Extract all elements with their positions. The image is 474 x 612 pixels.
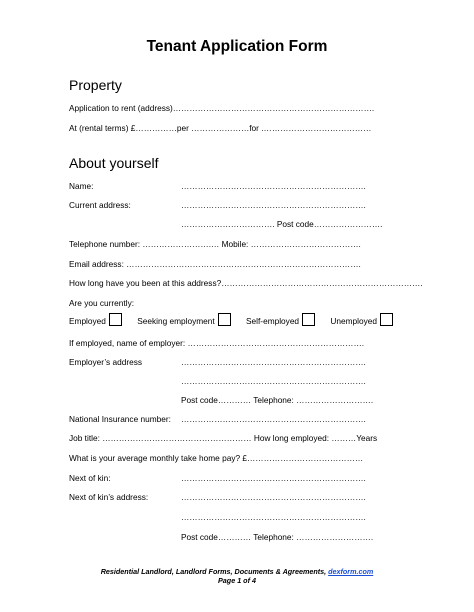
job-title-field[interactable]: Job title: ……………………………………………… How long employed: ………Years xyxy=(69,433,378,443)
option-unemployed[interactable] xyxy=(330,313,393,326)
kin-postcode-telephone-field[interactable]: Post code………… Telephone: ………………………. xyxy=(181,532,374,542)
how-long-at-address-field[interactable]: How long have you been at this address?………………………………………………………………. xyxy=(69,278,423,288)
footer-link[interactable]: dexform.com xyxy=(328,567,374,576)
section-heading-about: About yourself xyxy=(69,155,159,171)
checkbox-employed[interactable] xyxy=(109,313,122,326)
kin-address-field-2[interactable]: …………………………………………………………. xyxy=(181,512,366,522)
take-home-pay-field[interactable]: What is your average monthly take home pay? £…………………………………… xyxy=(69,453,364,463)
checkbox-seeking-employment[interactable] xyxy=(218,313,231,326)
rental-terms-field[interactable]: At (rental terms) £……………per …………………for .………………………………… xyxy=(69,123,372,133)
footer-text: Residential Landlord, Landlord Forms, Documents & Agreements, xyxy=(100,567,329,576)
next-of-kin-label: Next of kin: xyxy=(69,473,111,483)
page-number: Page 1 of 4 xyxy=(218,576,256,585)
kin-address-label: Next of kin’s address: xyxy=(69,492,149,502)
rent-address-field[interactable]: Application to rent (address)………………………………………………………………. xyxy=(69,103,375,113)
option-seeking-employment[interactable] xyxy=(137,313,230,326)
employer-name-field[interactable]: If employed, name of employer: ………………………………………………………. xyxy=(69,338,365,348)
employer-postcode-telephone-field[interactable]: Post code………… Telephone: ………………………. xyxy=(181,395,374,405)
current-postcode-field[interactable]: ……………………………. Post code……………………. xyxy=(181,219,383,229)
section-heading-property: Property xyxy=(69,77,122,93)
option-label: Employed xyxy=(69,316,106,326)
employer-address-label: Employer’s address xyxy=(69,357,143,367)
employer-address-field-2[interactable]: …………………………………………………………. xyxy=(181,376,366,386)
option-label: Unemployed xyxy=(330,316,377,326)
page-title: Tenant Application Form xyxy=(146,38,328,55)
next-of-kin-field[interactable]: …………………………………………………………. xyxy=(181,473,366,483)
ni-number-label: National Insurance number: xyxy=(69,414,171,424)
name-label: Name: xyxy=(69,181,94,191)
option-employed[interactable] xyxy=(69,313,122,326)
telephone-field[interactable]: Telephone number: …………………….… Mobile: …………………………………. xyxy=(69,239,361,249)
name-field[interactable]: …………………………………………………………. xyxy=(181,181,366,191)
employer-address-field-1[interactable]: …………………………………………………………. xyxy=(181,357,366,367)
current-address-field[interactable]: …………………………………………………………. xyxy=(181,200,366,210)
checkbox-unemployed[interactable] xyxy=(380,313,393,326)
email-field[interactable]: Email address: …………………………………………………………………………. xyxy=(69,259,361,269)
option-label: Self-employed xyxy=(246,316,300,326)
ni-number-field[interactable]: …………………………………………………………. xyxy=(181,414,366,424)
footer-line xyxy=(0,567,474,576)
employment-options xyxy=(69,313,406,326)
checkbox-self-employed[interactable] xyxy=(302,313,315,326)
option-self-employed[interactable] xyxy=(246,313,315,326)
option-label: Seeking employment xyxy=(137,316,215,326)
kin-address-field-1[interactable]: …………………………………………………………. xyxy=(181,492,366,502)
current-address-label: Current address: xyxy=(69,200,131,210)
employment-status-label: Are you currently: xyxy=(69,298,135,308)
